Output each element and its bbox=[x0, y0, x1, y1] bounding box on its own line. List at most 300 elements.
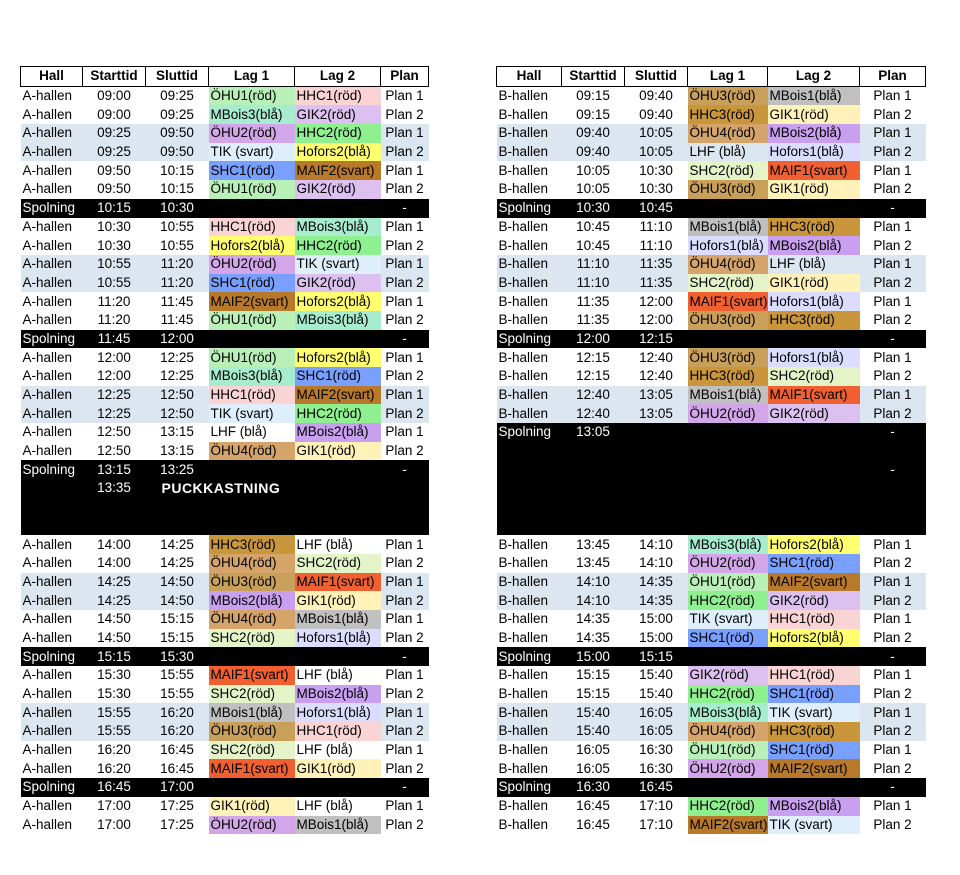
empty-cell bbox=[860, 498, 926, 517]
game-row bbox=[497, 741, 926, 760]
hall-cell: A-hallen bbox=[22, 312, 73, 328]
spolning-label: Spolning bbox=[21, 330, 83, 349]
start-time-cell: 10:55 bbox=[83, 255, 146, 274]
team2-cell: MAIF2(svart) bbox=[768, 759, 860, 778]
start-time-cell: 10:30 bbox=[562, 199, 625, 218]
empty-cell bbox=[625, 498, 688, 517]
team1-cell: MAIF2(svart) bbox=[688, 816, 768, 835]
game-row bbox=[21, 629, 429, 648]
team2-cell: LHF (blå) bbox=[296, 798, 353, 814]
empty-cell bbox=[562, 517, 625, 536]
team2-cell: MBois2(blå) bbox=[768, 236, 860, 255]
empty-cell bbox=[688, 199, 768, 218]
game-row bbox=[497, 311, 926, 330]
plan-cell: Plan 2 bbox=[385, 106, 424, 122]
hall-cell: A-hallen bbox=[22, 293, 73, 309]
team1-cell: ÖHU4(röd) bbox=[688, 124, 768, 143]
start-time-cell: 16:20 bbox=[97, 742, 131, 758]
plan-cell: Plan 1 bbox=[381, 124, 429, 143]
game-row bbox=[21, 124, 429, 143]
team1-cell: MBois1(blå) bbox=[209, 703, 295, 722]
start-time-cell: 16:45 bbox=[576, 798, 610, 814]
hall-cell: B-hallen bbox=[498, 312, 549, 328]
team2-cell: SHC1(röd) bbox=[768, 685, 860, 704]
header-end: Sluttid bbox=[146, 67, 209, 87]
start-time-cell: 09:25 bbox=[83, 124, 146, 143]
plan-cell: - bbox=[381, 330, 429, 349]
plan-cell: Plan 2 bbox=[385, 181, 424, 197]
start-time-cell: 13:35 bbox=[83, 479, 146, 498]
plan-cell: - bbox=[860, 778, 926, 797]
plan-cell: Plan 1 bbox=[385, 88, 424, 104]
team1-cell: HHC3(röd) bbox=[209, 535, 295, 554]
start-time-cell: 11:10 bbox=[562, 255, 625, 274]
game-row bbox=[497, 105, 926, 124]
empty-cell bbox=[768, 479, 860, 498]
empty-cell bbox=[688, 647, 768, 666]
empty-cell bbox=[209, 647, 295, 666]
team2-cell: Hofors1(blå) bbox=[768, 348, 860, 367]
team2-cell: Hofors2(blå) bbox=[295, 348, 381, 367]
end-time-cell: 14:50 bbox=[146, 573, 209, 592]
start-time-cell: 13:05 bbox=[562, 423, 625, 442]
hall-cell: B-hallen bbox=[497, 143, 562, 162]
team2-cell: GIK1(röd) bbox=[295, 591, 381, 610]
team2-cell: MAIF1(svart) bbox=[768, 386, 860, 405]
plan-cell: Plan 2 bbox=[873, 816, 912, 832]
start-time-cell: 10:45 bbox=[576, 218, 610, 234]
game-row bbox=[497, 274, 926, 293]
team2-cell: MAIF1(svart) bbox=[295, 573, 381, 592]
hall-cell: A-hallen bbox=[22, 611, 73, 627]
plan-cell: Plan 1 bbox=[860, 573, 926, 592]
empty-cell bbox=[768, 442, 860, 461]
start-time-cell: 09:50 bbox=[97, 181, 131, 197]
start-time-cell: 13:45 bbox=[576, 555, 610, 571]
team1-cell: ÖHU2(röd) bbox=[209, 124, 295, 143]
hall-cell: A-hallen bbox=[22, 443, 73, 459]
team1-cell: SHC2(röd) bbox=[688, 274, 768, 293]
start-time-cell: 09:40 bbox=[562, 124, 625, 143]
break-row bbox=[497, 498, 926, 517]
team1-cell: MBois3(blå) bbox=[209, 105, 295, 124]
spolning-label: Spolning bbox=[497, 423, 562, 442]
spolning-row bbox=[497, 199, 926, 218]
plan-cell: Plan 1 bbox=[873, 798, 912, 814]
game-row bbox=[21, 442, 429, 461]
end-time-cell: 10:55 bbox=[160, 237, 194, 253]
hall-cell: B-hallen bbox=[497, 591, 562, 610]
break-row bbox=[21, 517, 429, 536]
spolning-row bbox=[21, 647, 429, 666]
plan-cell: Plan 1 bbox=[385, 162, 424, 178]
start-time-cell: 12:00 bbox=[562, 330, 625, 349]
empty-cell bbox=[83, 498, 146, 517]
hall-cell: B-hallen bbox=[497, 573, 562, 592]
spolning-label: Spolning bbox=[497, 199, 562, 218]
game-row bbox=[497, 218, 926, 237]
team1-cell: MAIF2(svart) bbox=[209, 292, 295, 311]
start-time-cell: 15:00 bbox=[562, 647, 625, 666]
plan-cell: - bbox=[860, 647, 926, 666]
hall-cell: B-hallen bbox=[498, 816, 549, 832]
hall-cell: B-hallen bbox=[497, 703, 562, 722]
game-row bbox=[497, 666, 926, 685]
empty-cell bbox=[295, 498, 381, 517]
start-time-cell: 09:00 bbox=[97, 88, 131, 104]
team2-cell: MAIF2(svart) bbox=[768, 573, 860, 592]
team1-cell: MAIF1(svart) bbox=[688, 292, 768, 311]
end-time-cell: 12:00 bbox=[639, 293, 673, 309]
end-time-cell: 12:00 bbox=[146, 330, 209, 349]
spolning-row bbox=[497, 423, 926, 442]
plan-cell: Plan 1 bbox=[873, 349, 912, 365]
start-time-cell: 15:55 bbox=[83, 703, 146, 722]
team2-cell: GIK2(röd) bbox=[768, 591, 860, 610]
end-time-cell: 11:45 bbox=[160, 293, 194, 309]
game-row bbox=[497, 255, 926, 274]
end-time-cell: 10:15 bbox=[160, 162, 194, 178]
start-time-cell: 14:50 bbox=[97, 629, 131, 645]
empty-cell bbox=[562, 479, 625, 498]
empty-cell bbox=[497, 442, 562, 461]
plan-cell: Plan 1 bbox=[873, 667, 912, 683]
start-time-cell: 09:15 bbox=[576, 106, 610, 122]
empty-cell bbox=[768, 199, 860, 218]
hall-cell: B-hallen bbox=[498, 218, 549, 234]
empty-cell bbox=[295, 199, 381, 218]
empty-cell bbox=[21, 479, 83, 498]
puckkastning-row bbox=[21, 479, 429, 498]
game-row bbox=[497, 86, 926, 105]
end-time-cell: 11:45 bbox=[160, 312, 194, 328]
end-time-cell: 15:00 bbox=[639, 611, 673, 627]
game-row bbox=[21, 180, 429, 199]
empty-cell bbox=[497, 498, 562, 517]
empty-cell bbox=[688, 460, 768, 479]
plan-cell: Plan 1 bbox=[873, 88, 912, 104]
spolning-row bbox=[21, 199, 429, 218]
end-time-cell: 14:10 bbox=[639, 555, 673, 571]
empty-cell bbox=[295, 460, 381, 479]
empty-cell bbox=[688, 442, 768, 461]
plan-cell: Plan 2 bbox=[860, 274, 926, 293]
start-time-cell: 15:15 bbox=[576, 667, 610, 683]
game-row bbox=[497, 367, 926, 386]
empty-cell bbox=[497, 517, 562, 536]
team2-cell: Hofors2(blå) bbox=[768, 535, 860, 554]
team2-cell: MBois2(blå) bbox=[295, 423, 381, 442]
hall-cell: B-hallen bbox=[498, 181, 549, 197]
plan-cell: Plan 2 bbox=[873, 555, 912, 571]
plan-cell: Plan 2 bbox=[860, 404, 926, 423]
plan-cell: Plan 1 bbox=[385, 424, 424, 440]
start-time-cell: 10:45 bbox=[576, 237, 610, 253]
plan-cell: Plan 1 bbox=[860, 386, 926, 405]
team1-cell: Hofors2(blå) bbox=[209, 236, 295, 255]
empty-cell bbox=[209, 498, 295, 517]
team1-cell: MAIF1(svart) bbox=[209, 666, 295, 685]
end-time-cell: 15:55 bbox=[160, 667, 194, 683]
empty-cell bbox=[860, 479, 926, 498]
hall-cell: B-hallen bbox=[498, 667, 549, 683]
hall-cell: A-hallen bbox=[21, 703, 83, 722]
empty-cell bbox=[562, 442, 625, 461]
end-time-cell: 14:50 bbox=[146, 591, 209, 610]
start-time-cell: 16:45 bbox=[576, 816, 610, 832]
hall-cell: B-hallen bbox=[497, 124, 562, 143]
plan-cell: Plan 1 bbox=[385, 742, 424, 758]
team2-cell: HHC1(röd) bbox=[295, 86, 381, 105]
start-time-cell: 12:15 bbox=[576, 368, 610, 384]
empty-cell bbox=[860, 517, 926, 536]
hall-cell: B-hallen bbox=[498, 88, 549, 104]
hall-cell: A-hallen bbox=[22, 742, 73, 758]
empty-cell bbox=[625, 442, 688, 461]
team2-cell: HHC1(röd) bbox=[768, 610, 860, 629]
plan-cell: Plan 1 bbox=[385, 667, 424, 683]
team1-cell: ÖHU1(röd) bbox=[209, 86, 295, 105]
hall-cell: A-hallen bbox=[21, 722, 83, 741]
team2-cell: MAIF2(svart) bbox=[295, 386, 381, 405]
spolning-label: Spolning bbox=[497, 647, 562, 666]
game-row bbox=[21, 348, 429, 367]
start-time-cell: 12:40 bbox=[562, 404, 625, 423]
team1-cell: ÖHU4(röd) bbox=[209, 554, 295, 573]
header-plan: Plan bbox=[860, 67, 926, 87]
start-time-cell: 15:15 bbox=[576, 686, 610, 702]
hall-cell: A-hallen bbox=[22, 368, 73, 384]
start-time-cell: 14:00 bbox=[97, 555, 131, 571]
header-team2: Lag 2 bbox=[295, 67, 381, 87]
start-time-cell: 12:15 bbox=[576, 349, 610, 365]
spolning-row bbox=[497, 647, 926, 666]
empty-cell bbox=[381, 517, 429, 536]
team1-cell: ÖHU2(röd) bbox=[688, 404, 768, 423]
hall-cell: B-hallen bbox=[498, 536, 549, 552]
break-row bbox=[497, 479, 926, 498]
plan-cell: Plan 1 bbox=[385, 349, 424, 365]
team1-cell: GIK2(röd) bbox=[688, 666, 768, 685]
hall-cell: B-hallen bbox=[497, 274, 562, 293]
empty-cell bbox=[688, 498, 768, 517]
team2-cell: MBois3(blå) bbox=[295, 311, 381, 330]
end-time-cell: 11:10 bbox=[639, 237, 673, 253]
team1-cell: SHC1(röd) bbox=[688, 629, 768, 648]
hall-cell: A-hallen bbox=[22, 686, 73, 702]
team2-cell: MBois2(blå) bbox=[768, 797, 860, 816]
empty-cell bbox=[768, 498, 860, 517]
header-hall: Hall bbox=[21, 67, 83, 87]
header-team1: Lag 1 bbox=[209, 67, 295, 87]
plan-cell: Plan 1 bbox=[385, 536, 424, 552]
hall-cell: B-hallen bbox=[498, 293, 549, 309]
empty-cell bbox=[295, 778, 381, 797]
hall-cell: A-hallen bbox=[22, 555, 73, 571]
plan-cell: Plan 2 bbox=[873, 237, 912, 253]
start-time-cell: 14:10 bbox=[562, 573, 625, 592]
team1-cell: ÖHU1(röd) bbox=[209, 348, 295, 367]
plan-cell: Plan 2 bbox=[381, 591, 429, 610]
game-row bbox=[497, 236, 926, 255]
hall-cell: A-hallen bbox=[22, 798, 73, 814]
hall-cell: A-hallen bbox=[22, 349, 73, 365]
plan-cell: Plan 2 bbox=[385, 629, 424, 645]
end-time-cell: 15:00 bbox=[639, 629, 673, 645]
game-row bbox=[497, 535, 926, 554]
hall-cell: A-hallen bbox=[22, 760, 73, 776]
team2-cell: GIK1(röd) bbox=[768, 274, 860, 293]
break-row bbox=[497, 442, 926, 461]
end-time-cell: 10:05 bbox=[625, 143, 688, 162]
game-row bbox=[21, 105, 429, 124]
end-time-cell: 10:45 bbox=[625, 199, 688, 218]
plan-cell: Plan 2 bbox=[873, 760, 912, 776]
empty-cell bbox=[625, 479, 688, 498]
hall-cell: B-hallen bbox=[498, 349, 549, 365]
team1-cell: HHC1(röd) bbox=[209, 386, 295, 405]
empty-cell bbox=[768, 647, 860, 666]
game-row bbox=[497, 759, 926, 778]
empty-cell bbox=[209, 778, 295, 797]
header-end: Sluttid bbox=[625, 67, 688, 87]
end-time-cell: 15:30 bbox=[146, 647, 209, 666]
team1-cell: ÖHU3(röd) bbox=[688, 311, 768, 330]
game-row bbox=[21, 292, 429, 311]
game-row bbox=[21, 143, 429, 162]
empty-cell bbox=[768, 460, 860, 479]
plan-cell: - bbox=[860, 199, 926, 218]
hall-cell: A-hallen bbox=[22, 237, 73, 253]
hall-cell: A-hallen bbox=[22, 629, 73, 645]
empty-cell bbox=[688, 479, 768, 498]
team1-cell: ÖHU2(röd) bbox=[688, 759, 768, 778]
start-time-cell: 11:20 bbox=[97, 312, 131, 328]
plan-cell: Plan 1 bbox=[860, 124, 926, 143]
game-row bbox=[21, 86, 429, 105]
team2-cell: SHC1(röd) bbox=[295, 367, 381, 386]
empty-cell bbox=[295, 517, 381, 536]
team2-cell: LHF (blå) bbox=[296, 536, 353, 552]
header-row bbox=[497, 67, 926, 87]
end-time-cell: 14:10 bbox=[639, 536, 673, 552]
empty-cell bbox=[768, 330, 860, 349]
end-time-cell: 10:55 bbox=[160, 218, 194, 234]
team2-cell: Hofors2(blå) bbox=[768, 629, 860, 648]
empty-cell bbox=[688, 778, 768, 797]
empty-cell bbox=[146, 517, 209, 536]
empty-cell bbox=[562, 460, 625, 479]
end-time-cell: 16:45 bbox=[160, 742, 194, 758]
hall-cell: A-hallen bbox=[21, 386, 83, 405]
team1-cell: MBois2(blå) bbox=[209, 591, 295, 610]
end-time-cell: 12:25 bbox=[160, 349, 194, 365]
plan-cell: Plan 1 bbox=[385, 218, 424, 234]
end-time-cell: 16:45 bbox=[160, 760, 194, 776]
end-time-cell bbox=[625, 423, 688, 442]
team1-cell: ÖHU4(röd) bbox=[209, 442, 295, 461]
start-time-cell: 15:55 bbox=[83, 722, 146, 741]
start-time-cell: 10:05 bbox=[576, 162, 610, 178]
plan-cell: Plan 1 bbox=[381, 255, 429, 274]
team2-cell: HHC3(röd) bbox=[768, 218, 860, 237]
game-row bbox=[21, 741, 429, 760]
game-row bbox=[497, 629, 926, 648]
empty-cell bbox=[209, 460, 295, 479]
team1-cell: TIK (svart) bbox=[209, 404, 295, 423]
start-time-cell: 12:00 bbox=[97, 349, 131, 365]
team1-cell: ÖHU4(röd) bbox=[688, 255, 768, 274]
end-time-cell: 17:10 bbox=[639, 798, 673, 814]
plan-cell: Plan 2 bbox=[385, 816, 424, 832]
team1-cell: LHF (blå) bbox=[688, 143, 768, 162]
end-time-cell: 09:50 bbox=[146, 143, 209, 162]
team2-cell: GIK2(röd) bbox=[295, 180, 381, 199]
team2-cell: LHF (blå) bbox=[768, 255, 860, 274]
game-row bbox=[21, 573, 429, 592]
start-time-cell: 12:25 bbox=[83, 386, 146, 405]
game-row bbox=[497, 404, 926, 423]
header-plan: Plan bbox=[381, 67, 429, 87]
empty-cell bbox=[209, 330, 295, 349]
spolning-label: Spolning bbox=[497, 330, 562, 349]
end-time-cell: 15:15 bbox=[160, 629, 194, 645]
game-row bbox=[21, 759, 429, 778]
empty-cell bbox=[295, 647, 381, 666]
plan-cell: Plan 2 bbox=[873, 686, 912, 702]
spolning-row bbox=[497, 330, 926, 349]
spolning-row bbox=[21, 330, 429, 349]
game-row bbox=[21, 274, 429, 293]
plan-cell: Plan 2 bbox=[381, 274, 429, 293]
hall-cell: B-hallen bbox=[498, 237, 549, 253]
break-row bbox=[497, 460, 926, 479]
hall-cell: B-hallen bbox=[498, 106, 549, 122]
game-row bbox=[21, 367, 429, 386]
plan-cell: Plan 2 bbox=[385, 368, 424, 384]
hall-cell: B-hallen bbox=[498, 760, 549, 776]
plan-cell: Plan 1 bbox=[873, 742, 912, 758]
break-row bbox=[21, 498, 429, 517]
game-row bbox=[21, 535, 429, 554]
empty-cell bbox=[768, 778, 860, 797]
start-time-cell: 10:05 bbox=[576, 181, 610, 197]
team1-cell: HHC2(röd) bbox=[688, 685, 768, 704]
team1-cell: SHC1(röd) bbox=[209, 161, 295, 180]
team2-cell: HHC2(röd) bbox=[295, 236, 381, 255]
hall-cell: A-hallen bbox=[22, 218, 73, 234]
team1-cell: HHC3(röd) bbox=[688, 105, 768, 124]
start-time-cell: 11:45 bbox=[83, 330, 146, 349]
end-time-cell: 10:30 bbox=[146, 199, 209, 218]
end-time-cell: 09:50 bbox=[146, 124, 209, 143]
start-time-cell: 09:40 bbox=[562, 143, 625, 162]
team1-cell: ÖHU4(röd) bbox=[688, 722, 768, 741]
team2-cell: Hofors1(blå) bbox=[295, 629, 381, 648]
end-time-cell: 09:25 bbox=[160, 88, 194, 104]
team2-cell: GIK2(röd) bbox=[295, 274, 381, 293]
end-time-cell: 10:15 bbox=[160, 181, 194, 197]
start-time-cell: 14:25 bbox=[83, 591, 146, 610]
end-time-cell: 11:35 bbox=[625, 255, 688, 274]
team1-cell: TIK (svart) bbox=[209, 143, 295, 162]
hall-cell: B-hallen bbox=[498, 742, 549, 758]
team1-cell: ÖHU1(röd) bbox=[688, 573, 768, 592]
start-time-cell: 12:50 bbox=[97, 443, 131, 459]
plan-cell: Plan 1 bbox=[860, 703, 926, 722]
plan-cell: Plan 1 bbox=[873, 162, 912, 178]
team1-cell: ÖHU3(röd) bbox=[209, 573, 295, 592]
